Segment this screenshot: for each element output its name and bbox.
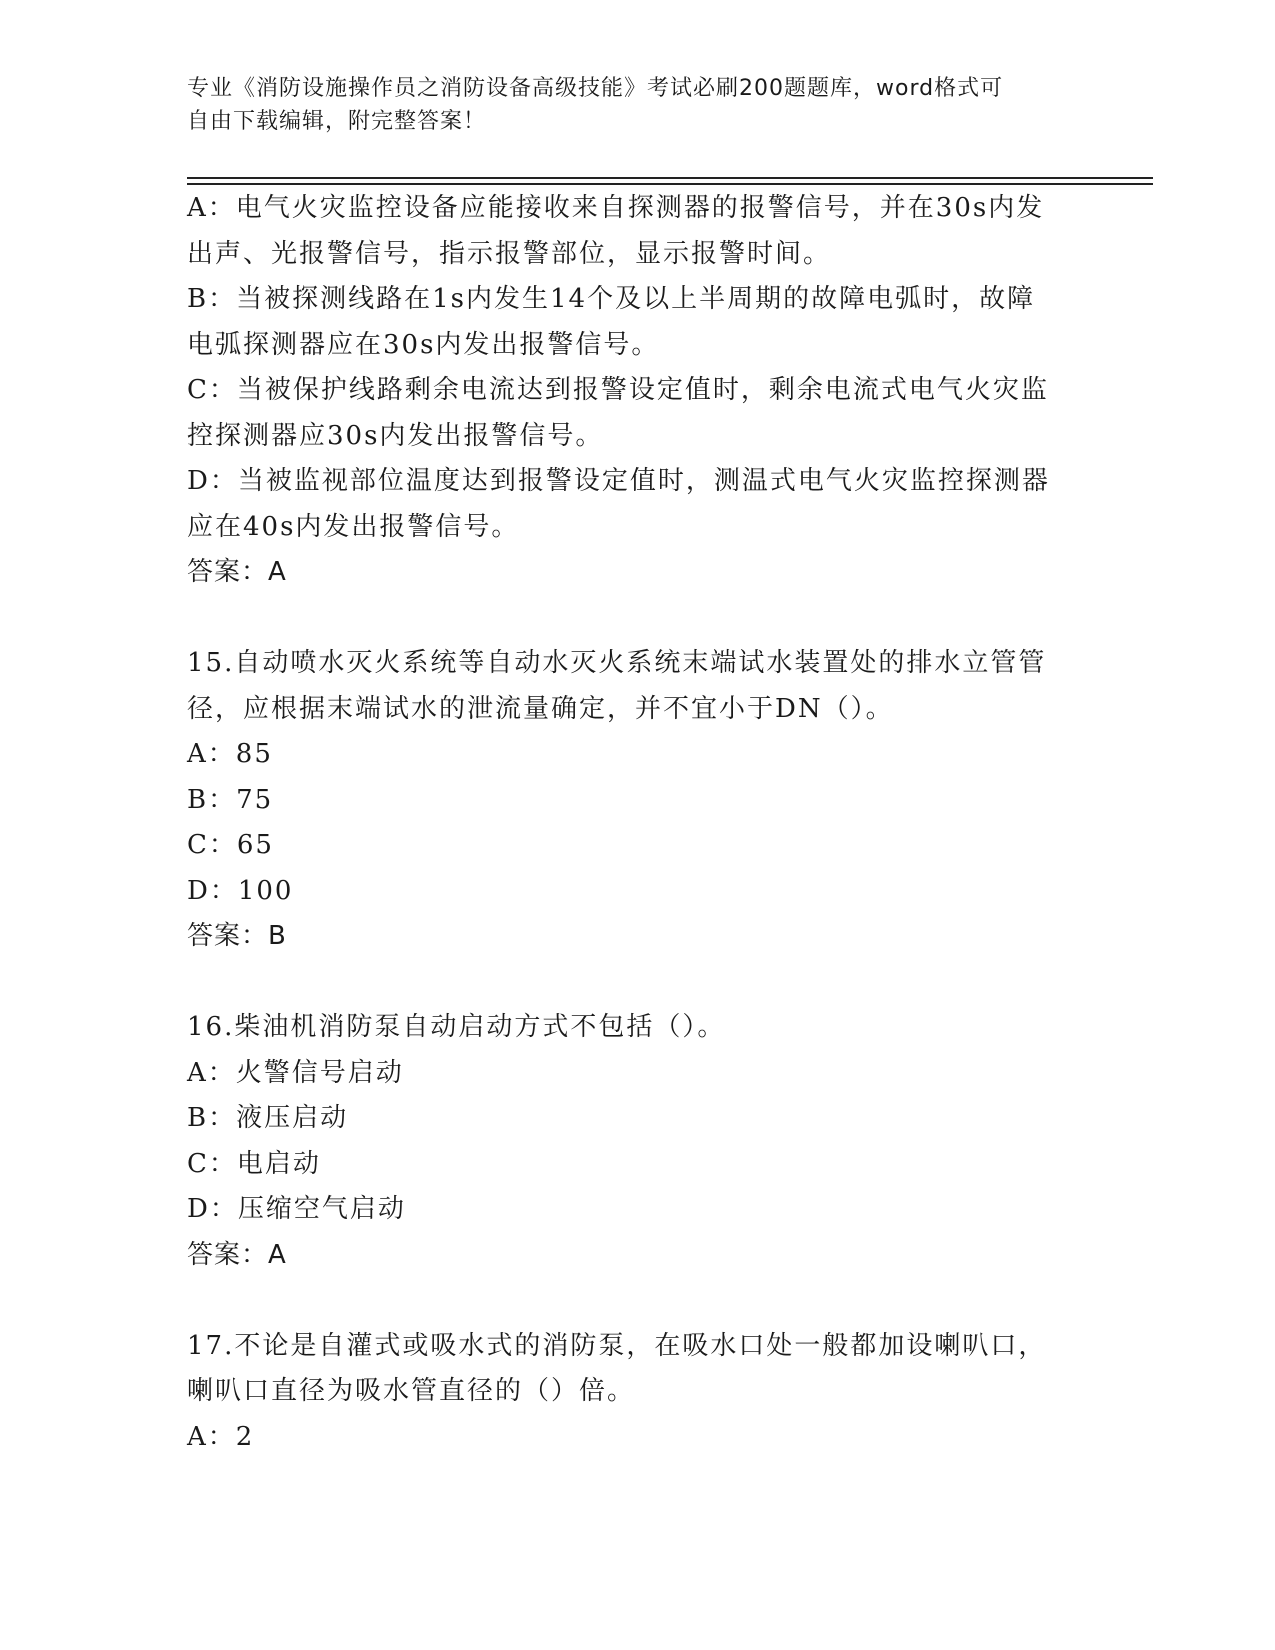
q15-option-a: A：85 <box>187 739 273 769</box>
q16-option-b: B：液压启动 <box>187 1103 349 1133</box>
q15-stem-line-1: 15.自动喷水灭火系统等自动水灭火系统末端试水装置处的排水立管管 <box>187 648 1047 678</box>
q15-stem-line-2: 径，应根据末端试水的泄流量确定，并不宜小于DN（）。 <box>187 693 894 724</box>
q16-option-d: D：压缩空气启动 <box>187 1194 406 1224</box>
question-14 <box>187 186 1087 596</box>
question-content <box>187 186 1087 1460</box>
question-16 <box>187 1005 1087 1278</box>
q16-option-c: C：电启动 <box>187 1148 321 1179</box>
q14-option-c-line-2: 控探测器应30s内发出报警信号。 <box>187 420 604 451</box>
header-line-2: 自由下载编辑，附完整答案！ <box>187 109 487 134</box>
q15-option-d: D：100 <box>187 875 294 906</box>
q14-option-d-line-2: 应在40s内发出报警信号。 <box>187 511 520 542</box>
q14-option-b-line-1: B：当被探测线路在1s内发生14个及以上半周期的故障电弧时，故障 <box>187 284 1036 314</box>
header-divider-top <box>187 177 1153 179</box>
question-15 <box>187 641 1087 960</box>
q14-option-d-line-1: D：当被监视部位温度达到报警设定值时，测温式电气火灾监控探测器 <box>187 466 1050 496</box>
header-divider-bottom <box>187 183 1153 185</box>
spacer <box>187 960 1087 1006</box>
document-header <box>187 72 1087 138</box>
q16-option-a: A：火警信号启动 <box>187 1057 404 1088</box>
q14-option-c-line-1: C：当被保护线路剩余电流达到报警设定值时，剩余电流式电气火灾监 <box>187 375 1049 405</box>
q17-stem-line-1: 17.不论是自灌式或吸水式的消防泵，在吸水口处一般都加设喇叭口， <box>187 1330 1047 1361</box>
q15-answer: 答案：B <box>187 921 287 951</box>
q15-option-c: C：65 <box>187 830 274 860</box>
q14-option-a-line-2: 出声、光报警信号，指示报警部位，显示报警时间。 <box>187 238 832 269</box>
q15-option-b: B：75 <box>187 784 274 815</box>
q14-option-b-line-2: 电弧探测器应在30s内发出报警信号。 <box>187 329 660 360</box>
q16-answer: 答案：A <box>187 1239 287 1270</box>
header-line-1: 专业《消防设施操作员之消防设备高级技能》考试必刷200题题库，word格式可 <box>187 76 1004 101</box>
q16-stem: 16.柴油机消防泵自动启动方式不包括（）。 <box>187 1012 726 1042</box>
spacer <box>187 596 1087 642</box>
q17-stem-line-2: 喇叭口直径为吸水管直径的（）倍。 <box>187 1376 636 1406</box>
spacer <box>187 1278 1087 1324</box>
q17-option-a: A：2 <box>187 1421 255 1452</box>
q14-option-a-line-1: A：电气火灾监控设备应能接收来自探测器的报警信号，并在30s内发 <box>187 193 1045 223</box>
question-17 <box>187 1324 1087 1461</box>
q14-answer: 答案：A <box>187 557 287 587</box>
